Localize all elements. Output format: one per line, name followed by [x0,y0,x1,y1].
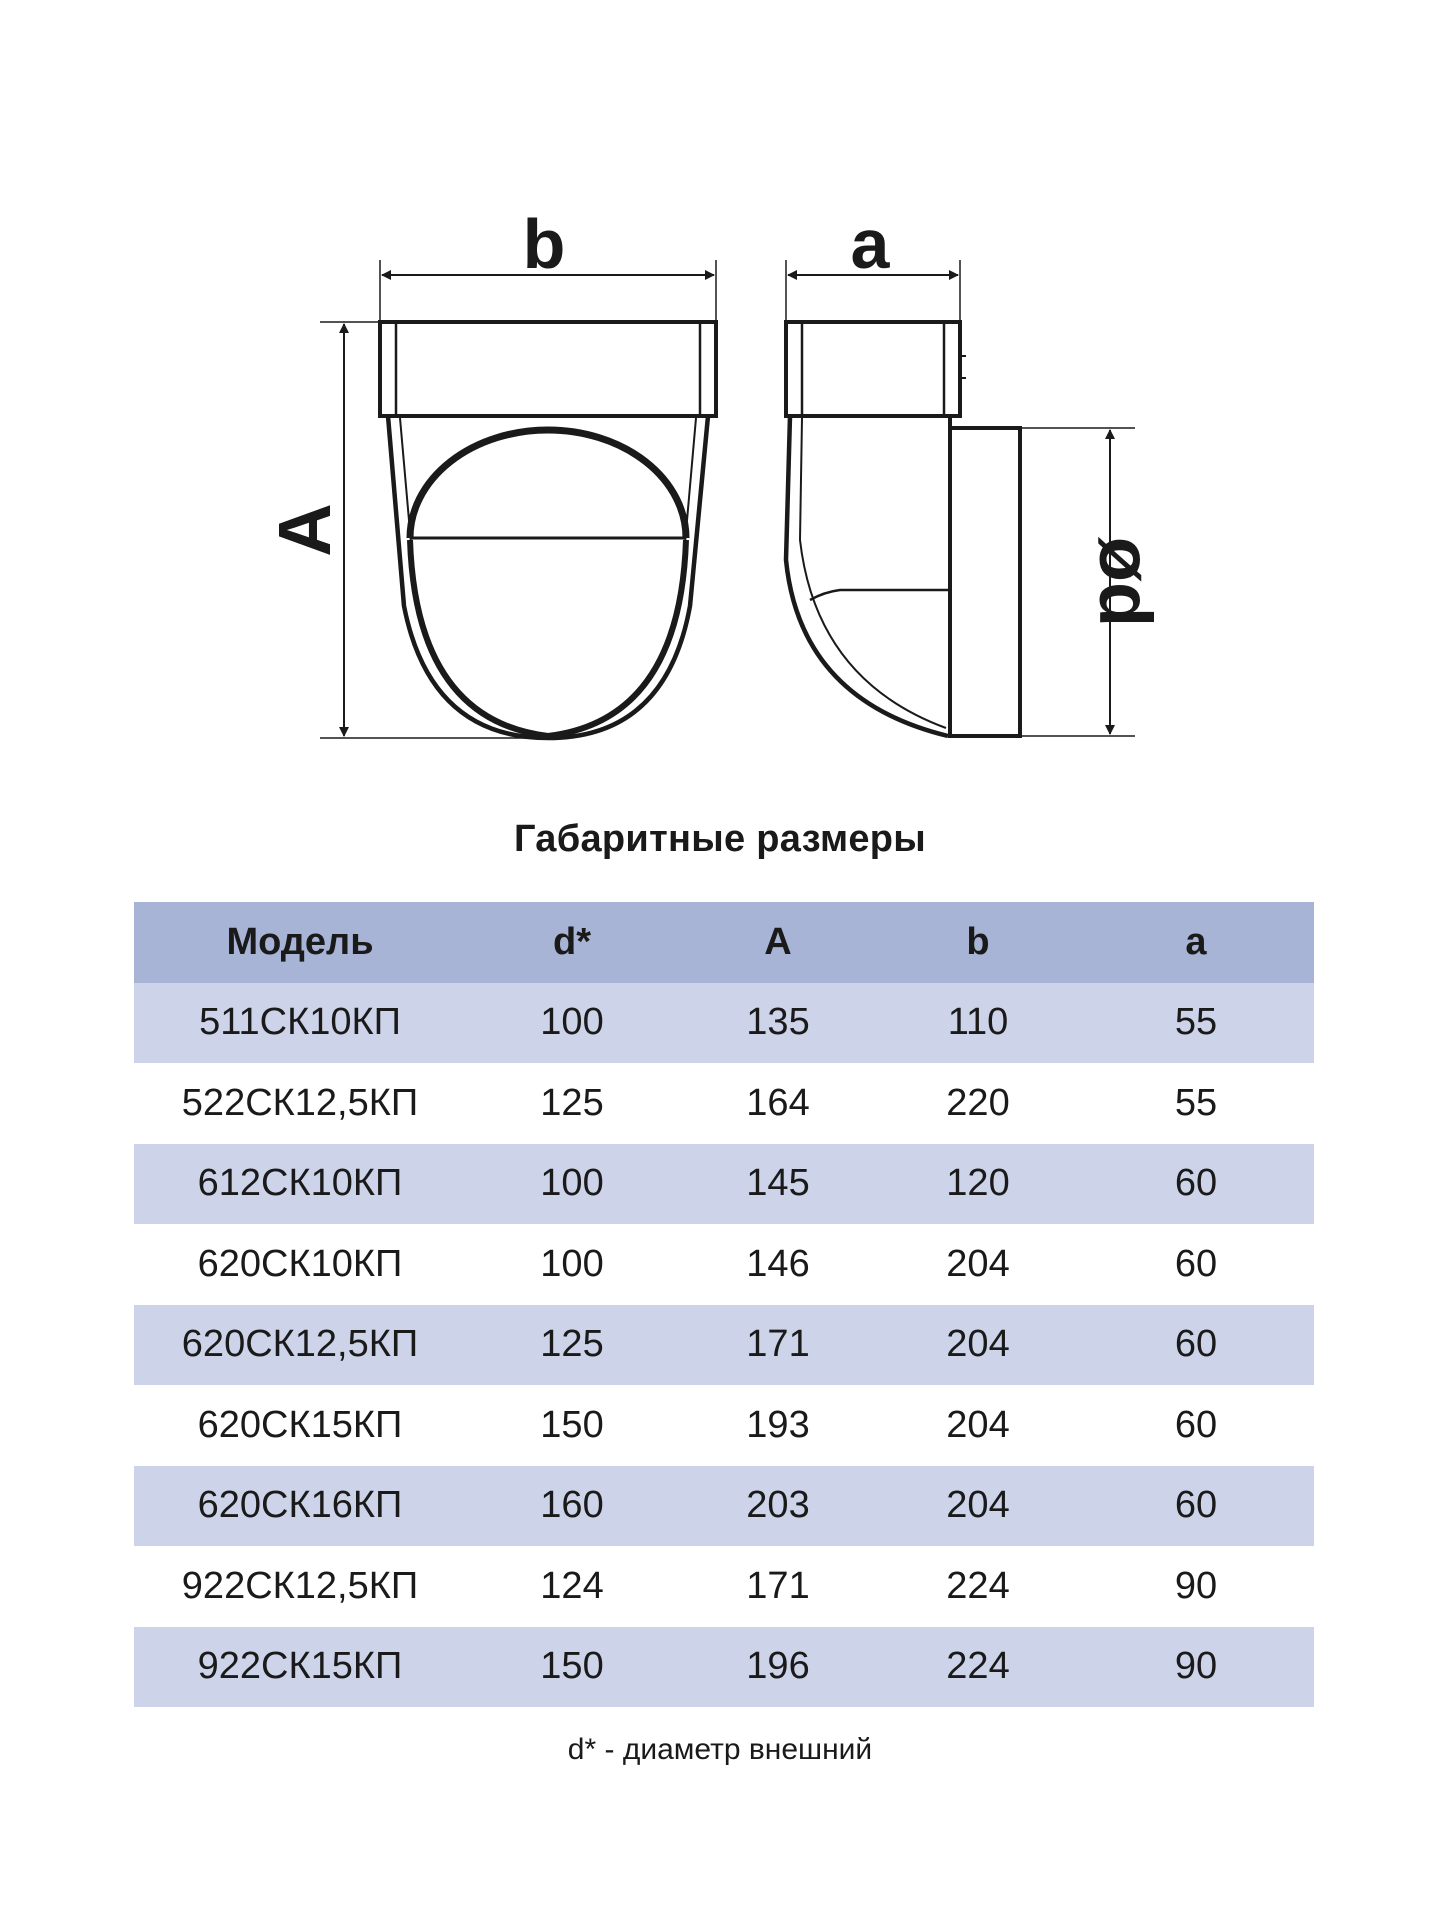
cell-A: 146 [746,1242,810,1285]
table-row [134,1627,1314,1708]
cell-d: 100 [540,1242,604,1285]
cell-a: 55 [1174,1001,1218,1044]
table-row [134,1466,1314,1547]
dimension-A-label: A [263,503,346,557]
cell-a: 90 [1174,1645,1218,1688]
cell-model: 612СК10КП [197,1162,403,1205]
cell-A: 164 [746,1081,810,1124]
cell-d: 100 [540,1162,604,1205]
cell-model: 522СК12,5КП [181,1081,419,1124]
cell-b: 120 [946,1162,1010,1205]
cell-d: 150 [540,1645,604,1688]
dimension-d-label: ød [1084,536,1167,628]
table-body [134,983,1314,1708]
table-row [134,1224,1314,1305]
table-row [134,1144,1314,1225]
table-row [134,983,1314,1064]
cell-d: 100 [540,1001,604,1044]
side-view [786,260,1135,736]
cell-a: 60 [1174,1403,1218,1446]
cell-A: 196 [746,1645,810,1688]
cell-d: 160 [540,1484,604,1527]
cell-model: 620СК10КП [197,1242,403,1285]
technical-drawing [0,0,1440,780]
cell-a: 60 [1174,1484,1218,1527]
cell-model: 922СК12,5КП [181,1564,419,1607]
table-row [134,1385,1314,1466]
cell-b: 204 [946,1242,1010,1285]
table-header-row [134,902,1314,983]
table-row [134,1305,1314,1386]
column-header-d: d* [553,920,591,963]
cell-b: 220 [946,1081,1010,1124]
cell-model: 511СК10КП [199,1001,401,1044]
column-header-A: A [764,920,792,963]
cell-a: 60 [1174,1162,1218,1205]
cell-d: 125 [540,1323,604,1366]
dimension-a-label: a [850,205,890,283]
cell-a: 55 [1174,1081,1218,1124]
cell-b: 204 [946,1484,1010,1527]
cell-a: 90 [1174,1564,1218,1607]
column-header-model: Модель [226,920,374,963]
cell-b: 110 [947,1001,1009,1044]
column-header-a: a [1185,920,1207,963]
front-view [320,260,716,738]
table-heading: Габаритные размеры [513,818,927,860]
cell-d: 150 [540,1403,604,1446]
column-header-b: b [966,920,990,963]
cell-A: 145 [746,1162,810,1205]
cell-A: 193 [746,1403,810,1446]
cell-A: 203 [746,1484,810,1527]
cell-a: 60 [1174,1323,1218,1366]
cell-d: 124 [540,1564,604,1607]
cell-b: 204 [946,1403,1010,1446]
cell-A: 135 [746,1001,810,1044]
cell-b: 224 [946,1564,1010,1607]
cell-d: 125 [540,1081,604,1124]
cell-model: 620СК16КП [197,1484,403,1527]
cell-A: 171 [746,1564,810,1607]
table-row [134,1546,1314,1627]
cell-model: 620СК12,5КП [181,1323,419,1366]
cell-model: 620СК15КП [197,1403,403,1446]
cell-b: 224 [946,1645,1010,1688]
table-row [134,1063,1314,1144]
cell-model: 922СК15КП [197,1645,403,1688]
cell-a: 60 [1174,1242,1218,1285]
dimensions-table [134,902,1314,1707]
dimension-b-label: b [522,205,566,283]
cell-b: 204 [946,1323,1010,1366]
cell-A: 171 [746,1323,810,1366]
footnote: d* - диаметр внешний [567,1733,873,1766]
